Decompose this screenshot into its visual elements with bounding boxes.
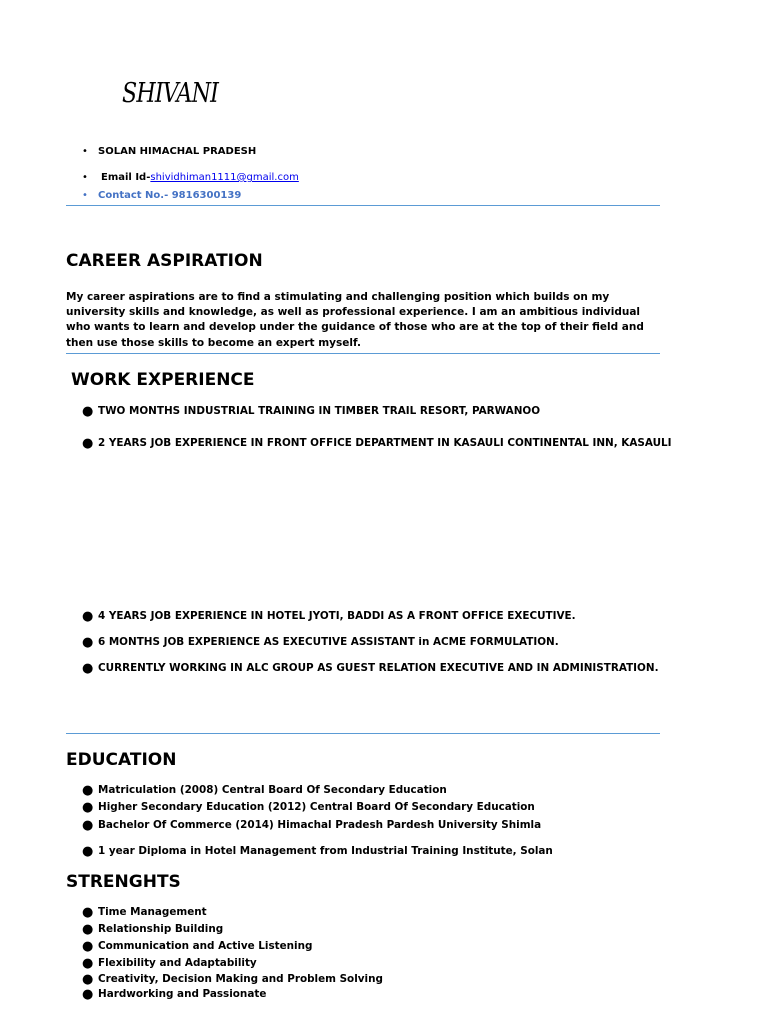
strength-item: Communication and Active Listening [98, 940, 313, 952]
strengths-heading: STRENGHTS [66, 872, 181, 892]
bullet: • [82, 190, 88, 201]
work-item: CURRENTLY WORKING IN ALC GROUP AS GUEST RELATION EXECUTIVE AND IN ADMINISTRATION. [98, 662, 659, 674]
email-label: Email Id- [101, 172, 151, 183]
career-heading: CAREER ASPIRATION [66, 251, 263, 271]
bullet: ● [82, 609, 94, 624]
education-item: 1 year Diploma in Hotel Management from Industrial Training Institute, Solan [98, 845, 553, 857]
bullet: ● [82, 800, 94, 815]
work-item: 2 YEARS JOB EXPERIENCE IN FRONT OFFICE DEPARTMENT IN KASAULI CONTINENTAL INN, KASAULI [98, 437, 672, 449]
education-heading: EDUCATION [66, 750, 177, 770]
bullet: ● [82, 956, 94, 971]
bullet: ● [82, 783, 94, 798]
section-divider [66, 205, 660, 206]
career-text: My career aspirations are to find a stimulating and challenging position which builds on my university skills and knowledge, as well as professional experience. I am an ambitious individual who wants to learn and develop under the guidance of those who are at the top of their field and then use those skills to become an expert myself. [66, 291, 644, 349]
education-item: Bachelor Of Commerce (2014) Himachal Pradesh Pardesh University Shimla [98, 819, 542, 831]
bullet: ● [82, 635, 94, 650]
bullet: ● [82, 939, 94, 954]
bullet: ● [82, 818, 94, 833]
bullet: ● [82, 844, 94, 859]
work-item: TWO MONTHS INDUSTRIAL TRAINING IN TIMBER TRAIL RESORT, PARWANOO [98, 405, 541, 417]
contact-text: Contact No.- 9816300139 [98, 190, 242, 201]
bullet: ● [82, 436, 94, 451]
bullet: • [82, 172, 88, 183]
bullet: • [82, 146, 88, 157]
strength-item: Hardworking and Passionate [98, 988, 267, 1000]
bullet: ● [82, 972, 94, 987]
email-link[interactable]: shividhiman1111@gmail.com [150, 172, 299, 183]
education-item: Higher Secondary Education (2012) Central Board Of Secondary Education [98, 801, 535, 813]
candidate-name: SHIVANI [122, 78, 219, 109]
section-divider [66, 733, 660, 734]
work-item: 4 YEARS JOB EXPERIENCE IN HOTEL JYOTI, BADDI AS A FRONT OFFICE EXECUTIVE. [98, 610, 576, 622]
address-text: SOLAN HIMACHAL PRADESH [98, 146, 257, 157]
bullet: ● [82, 905, 94, 920]
strength-item: Relationship Building [98, 923, 224, 935]
strength-item: Flexibility and Adaptability [98, 957, 257, 969]
bullet: ● [82, 661, 94, 676]
strength-item: Creativity, Decision Making and Problem Solving [98, 973, 383, 985]
strength-item: Time Management [98, 906, 207, 918]
email-line [101, 172, 299, 183]
work-heading: WORK EXPERIENCE [71, 370, 255, 390]
bullet: ● [82, 987, 94, 1002]
bullet: ● [82, 922, 94, 937]
bullet: ● [82, 404, 94, 419]
education-item: Matriculation (2008) Central Board Of Secondary Education [98, 784, 447, 796]
work-item: 6 MONTHS JOB EXPERIENCE AS EXECUTIVE ASSISTANT in ACME FORMULATION. [98, 636, 559, 648]
section-divider [66, 353, 660, 354]
